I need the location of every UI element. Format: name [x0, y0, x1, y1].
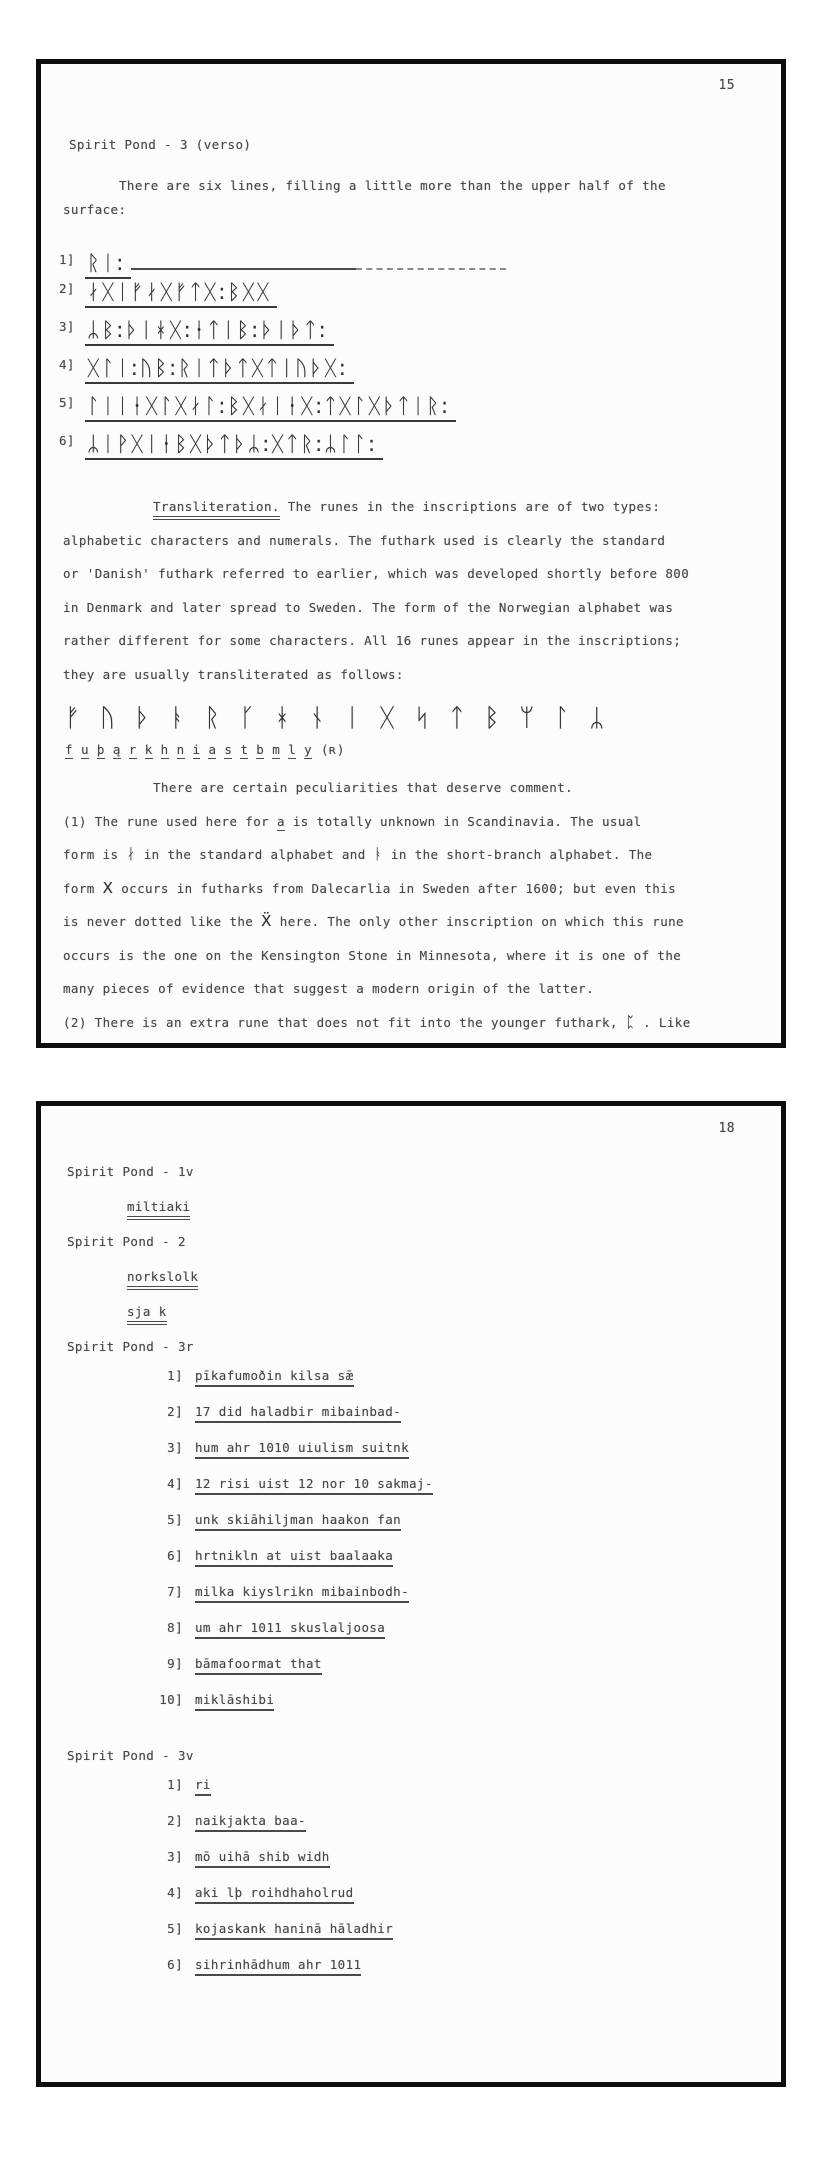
transliteration-line — [63, 1368, 763, 1404]
line-text: miklāshibi — [195, 1692, 274, 1711]
rune-glyphs: ᚱᛁ: — [85, 251, 131, 279]
inline-rune: ᛈ — [625, 1012, 636, 1031]
inline-rune: ᛅ — [126, 845, 136, 863]
transliteration-word: norkslolk — [127, 1269, 198, 1290]
transliteration-line — [63, 1620, 763, 1656]
paragraph-line: There are certain peculiarities that deserve comment. — [153, 780, 574, 795]
paragraph-text: The runes in the inscriptions are of two types: — [279, 499, 661, 514]
line-text: 12 risi uist 12 nor 10 sakmaj- — [195, 1476, 433, 1495]
line-text: mō uihā shib widh — [195, 1849, 330, 1868]
line-text: milka kiyslrikn mibainbodh- — [195, 1584, 409, 1603]
paragraph-line: in Denmark and later spread to Sweden. The form of the Norwegian alphabet was — [63, 599, 674, 615]
futhark-letter: a — [208, 742, 217, 757]
line-number: 3] — [167, 1440, 183, 1455]
futhark-transliteration-row — [65, 742, 763, 759]
line-text: kojaskank haninā hāladhir — [195, 1921, 393, 1940]
line-text: aki lþ roihdhaholrud — [195, 1885, 354, 1904]
paragraph-text: (1) The rune used here for — [63, 813, 277, 829]
ruled-line-faded — [356, 242, 506, 270]
transliteration-line — [63, 1692, 763, 1728]
rune-line-number: 2] — [59, 281, 75, 296]
paragraph-text: form — [63, 880, 103, 896]
line-text: hum ahr 1010 uiulism suitnk — [195, 1440, 409, 1459]
paragraph-text: in the short-branch alphabet. The — [383, 847, 653, 862]
paragraph-line: occurs is the one on the Kensington Stone in Minnesota, where it is one of the — [63, 947, 682, 963]
section-header: Spirit Pond - 3v — [67, 1748, 194, 1763]
transliteration-line — [63, 1584, 763, 1620]
rune-line — [59, 356, 763, 394]
rune-glyphs: ᛚᛁᛁᚽᚷᛚᚷᛅᛚ:ᛒᚷᛅᛁᚽᚷ:ᛏᚷᛚᚷᚦᛏᛁᚱ: — [85, 394, 456, 422]
inline-rune: ᚭ — [373, 845, 383, 863]
futhark-letter: u — [80, 742, 89, 757]
rune-line — [59, 318, 763, 356]
rune-line-number: 1] — [59, 252, 75, 267]
futhark-letter: s — [224, 742, 233, 757]
rune-glyphs: ᛅᚷᛁᚠᛅᚷᚠᛏᚷ:ᛒᚷᚷ — [85, 280, 277, 308]
paragraph-line: many pieces of evidence that suggest a modern origin of the latter. — [63, 981, 595, 996]
line-number: 2] — [167, 1404, 183, 1419]
futhark-letter: y — [304, 742, 312, 757]
line-number: 1] — [167, 1777, 183, 1792]
rune-glyphs: ᚷᛚᛁ:ᚢᛒ:ᚱᛁᛏᚦᛏᚷᛏᛁᚢᚦᚷ: — [85, 356, 354, 384]
line-text: sihrinhādhum ahr 1011 — [195, 1957, 361, 1976]
paragraph-text: (2) There is an extra rune that does not fit into the younger futhark, — [63, 1014, 626, 1030]
transliteration-line — [63, 1548, 763, 1584]
futhark-letter-suffix: (ʀ) — [321, 742, 345, 757]
transliteration-line — [63, 1656, 763, 1692]
transliteration-line — [63, 1957, 763, 1993]
rune-line-number: 3] — [59, 319, 75, 334]
futhark-letter: n — [176, 742, 185, 757]
line-number: 1] — [167, 1368, 183, 1383]
rune-line-number: 4] — [59, 357, 75, 372]
futhark-letter: h — [160, 742, 169, 757]
transliteration-heading: Transliteration. — [153, 499, 280, 520]
paragraph-line: or 'Danish' futhark referred to earlier, which was developed shortly before 800 — [63, 566, 690, 581]
underlined-letter: a — [277, 813, 285, 829]
futhark-letter: b — [256, 742, 265, 757]
line-number: 5] — [167, 1512, 183, 1527]
rune-line — [59, 242, 763, 280]
line-number: 6] — [167, 1548, 183, 1563]
page-number: 15 — [718, 78, 735, 93]
futhark-letter: t — [240, 742, 249, 757]
futhark-letter: i — [192, 742, 201, 757]
rune-line — [59, 432, 763, 470]
futhark-rune-row: ᚠ ᚢ ᚦ ᚭ ᚱ ᚴ ᚼ ᚾ ᛁ ᚷ ᛋ ᛏ ᛒ ᛘ ᛚ ᛦ — [65, 703, 611, 732]
paragraph-line: they are usually transliterated as follows: — [63, 666, 404, 682]
paragraph-line: rather different for some characters. All 16 runes appear in the inscriptions; — [63, 633, 682, 648]
ruled-line — [131, 242, 356, 270]
inline-rune: Ẍ — [261, 912, 272, 930]
line-text: um ahr 1011 skuslaljoosa — [195, 1620, 385, 1639]
paragraph-text: in the standard alphabet and — [135, 847, 374, 862]
transliteration-line — [63, 1921, 763, 1957]
line-text: unk skiāhiljman haakon fan — [195, 1512, 401, 1531]
transliteration-paragraph — [63, 490, 763, 691]
line-number: 5] — [167, 1921, 183, 1936]
peculiarities-paragraph — [63, 771, 763, 1039]
transliteration-line — [63, 1512, 763, 1548]
scanned-page-15 — [36, 59, 786, 1048]
futhark-letter: r — [128, 742, 137, 757]
paragraph-text: . Like — [635, 1014, 691, 1030]
transliteration-line — [63, 1440, 763, 1476]
futhark-letter: m — [272, 742, 281, 757]
rune-line — [59, 280, 763, 318]
line-number: 8] — [167, 1620, 183, 1635]
intro-line: surface: — [63, 202, 127, 217]
transliteration-list-3r — [63, 1368, 763, 1728]
line-text: naikjakta baa- — [195, 1813, 306, 1832]
transliteration-word: sja k — [127, 1304, 167, 1325]
futhark-letter: þ — [96, 742, 105, 757]
line-text: pīkafumoðin kilsa sǣ — [195, 1368, 354, 1387]
transliteration-list-3v — [63, 1777, 763, 1993]
paragraph-text: occurs in futharks from Dalecarlia in Sweden after 1600; but even this — [113, 880, 677, 896]
transliteration-line — [63, 1777, 763, 1813]
page-number: 18 — [718, 1121, 735, 1136]
line-text: bāmafoormat that — [195, 1656, 322, 1675]
rune-glyphs: ᛦᛁᚹᚷᛁᚽᛒᚷᚦᛏᚦᛦ:ᚷᛏᚱ:ᛦᛚᛚ: — [85, 432, 383, 460]
line-number: 2] — [167, 1813, 183, 1828]
rune-line — [59, 394, 763, 432]
line-number: 3] — [167, 1849, 183, 1864]
line-number: 4] — [167, 1885, 183, 1900]
section-header: Spirit Pond - 1v — [67, 1164, 194, 1179]
transliteration-line — [63, 1404, 763, 1440]
futhark-letter: ą — [112, 742, 121, 757]
transliteration-line — [63, 1476, 763, 1512]
line-text: 17 did haladbir mibainbad- — [195, 1404, 401, 1423]
scanned-page-18 — [36, 1101, 786, 2087]
inline-rune: X — [102, 878, 114, 897]
paragraph-text: is never dotted like the — [63, 914, 262, 929]
line-number: 7] — [167, 1584, 183, 1599]
line-text: ri — [195, 1777, 211, 1796]
line-number: 9] — [167, 1656, 183, 1671]
paragraph-text: is totally unknown in Scandinavia. The usual — [284, 813, 642, 829]
futhark-letter: l — [288, 742, 297, 757]
line-number: 10] — [159, 1692, 183, 1707]
paragraph-text: here. The only other inscription on which this rune — [271, 914, 684, 929]
paragraph-text: form is — [63, 847, 127, 862]
rune-line-number: 6] — [59, 433, 75, 448]
line-number: 6] — [167, 1957, 183, 1972]
transliteration-line — [63, 1813, 763, 1849]
section-header: Spirit Pond - 3r — [67, 1339, 194, 1354]
transliteration-line — [63, 1849, 763, 1885]
intro-line: There are six lines, filling a little more than the upper half of the — [119, 178, 666, 193]
paragraph-line: alphabetic characters and numerals. The futhark used is clearly the standard — [63, 532, 666, 548]
transliteration-word: miltiaki — [127, 1199, 190, 1220]
line-text: hrtnikln at uist baalaaka — [195, 1548, 393, 1567]
rune-glyphs: ᛦᛒ:ᚦᛁᚼᚷ:ᚽᛏᛁᛒ:ᚦᛁᚦᛏ: — [85, 318, 334, 346]
runic-inscription-list — [59, 242, 763, 470]
transliteration-line — [63, 1885, 763, 1921]
line-number: 4] — [167, 1476, 183, 1491]
rune-line-number: 5] — [59, 395, 75, 410]
futhark-letter: f — [65, 742, 73, 757]
section-header: Spirit Pond - 2 — [67, 1234, 186, 1249]
page-title: Spirit Pond - 3 (verso) — [69, 137, 252, 152]
futhark-letter: k — [144, 742, 153, 757]
